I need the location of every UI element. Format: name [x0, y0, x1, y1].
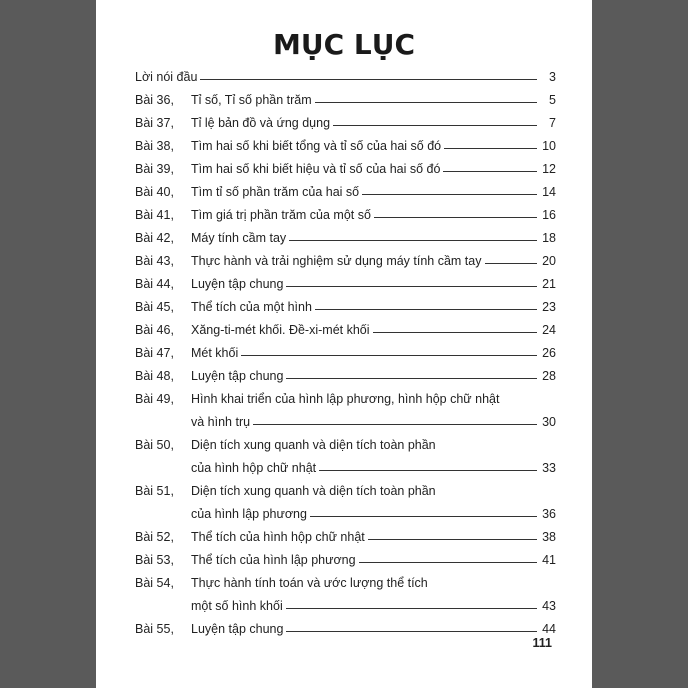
- lesson-number: Bài 40,: [135, 185, 174, 199]
- entry-page-number: 7: [549, 116, 556, 130]
- entry-page-number: 16: [542, 208, 556, 222]
- lesson-title: Thể tích của một hình: [191, 300, 312, 314]
- toc-entry: [135, 273, 556, 296]
- lesson-title: Tỉ lệ bản đồ và ứng dụng: [191, 116, 331, 130]
- leader-line: [286, 285, 537, 287]
- lesson-title: Thể tích của hình lập phương: [191, 553, 356, 567]
- entry-page-number: 23: [542, 300, 556, 314]
- lesson-number: Bài 47,: [135, 346, 174, 360]
- lesson-title: Luyện tập chung: [191, 622, 284, 636]
- entry-page-number: 12: [542, 162, 556, 176]
- lesson-title: và hình trụ: [191, 415, 251, 429]
- leader-line: [315, 101, 537, 103]
- toc-entry: [135, 296, 556, 319]
- lesson-title: của hình hộp chữ nhật: [191, 461, 317, 475]
- leader-line: [443, 170, 537, 172]
- page-title: MỤC LỤC: [272, 28, 416, 61]
- lesson-title-line: Diện tích xung quanh và diện tích toàn phần: [191, 438, 436, 452]
- leader-line: [362, 193, 537, 195]
- toc-entry: [135, 434, 556, 480]
- intro-label: Lời nói đầu: [135, 70, 198, 84]
- lesson-title: Mét khối: [191, 346, 239, 360]
- lesson-title: Máy tính cầm tay: [191, 231, 287, 245]
- toc-entry: [135, 112, 556, 135]
- leader-line: [374, 216, 537, 218]
- entry-page-number: 30: [542, 415, 556, 429]
- page-number: 111: [532, 636, 552, 650]
- entry-page-number: 26: [542, 346, 556, 360]
- leader-line: [368, 538, 537, 540]
- leader-line: [333, 124, 537, 126]
- leader-line: [286, 377, 537, 379]
- toc-entry: [135, 158, 556, 181]
- entry-page-number: 33: [542, 461, 556, 475]
- lesson-title: Tìm tỉ số phần trăm của hai số: [191, 185, 360, 199]
- entry-page-number: 10: [542, 139, 556, 153]
- leader-line: [485, 262, 538, 264]
- leader-line: [373, 331, 537, 333]
- lesson-title: Tìm hai số khi biết tổng và tỉ số của hai số đó: [191, 139, 442, 153]
- toc-entry: [135, 89, 556, 112]
- lesson-title-line: Diện tích xung quanh và diện tích toàn phần: [191, 484, 436, 498]
- leader-line: [286, 607, 537, 609]
- left-background: [0, 0, 96, 688]
- lesson-number: Bài 52,: [135, 530, 174, 544]
- entry-page-number: 28: [542, 369, 556, 383]
- leader-line: [359, 561, 537, 563]
- entry-page-number: 14: [542, 185, 556, 199]
- lesson-number: Bài 39,: [135, 162, 174, 176]
- leader-line: [319, 469, 537, 471]
- lesson-title: Luyện tập chung: [191, 277, 284, 291]
- toc-entry: [135, 250, 556, 273]
- lesson-number: Bài 38,: [135, 139, 174, 153]
- lesson-number: Bài 50,: [135, 438, 174, 452]
- leader-line: [241, 354, 537, 356]
- entry-page-number: 3: [549, 70, 556, 84]
- leader-line: [253, 423, 537, 425]
- toc-entry: [135, 66, 556, 89]
- entry-page-number: 44: [542, 622, 556, 636]
- lesson-number: Bài 46,: [135, 323, 174, 337]
- lesson-title: Xăng-ti-mét khối. Đề-xi-mét khối: [191, 323, 370, 337]
- toc-entry: [135, 135, 556, 158]
- entry-page-number: 43: [542, 599, 556, 613]
- leader-line: [200, 78, 537, 80]
- entry-page-number: 21: [542, 277, 556, 291]
- leader-line: [444, 147, 537, 149]
- lesson-title: Tìm hai số khi biết hiệu và tỉ số của hai số đó: [191, 162, 441, 176]
- toc-entry: [135, 618, 556, 641]
- lesson-number: Bài 49,: [135, 392, 174, 406]
- lesson-number: Bài 36,: [135, 93, 174, 107]
- toc-entry: [135, 204, 556, 227]
- lesson-number: Bài 45,: [135, 300, 174, 314]
- leader-line: [286, 630, 537, 632]
- lesson-number: Bài 55,: [135, 622, 174, 636]
- lesson-title: Luyện tập chung: [191, 369, 284, 383]
- leader-line: [310, 515, 537, 517]
- lesson-title-line: Thực hành tính toán và ước lượng thể tích: [191, 576, 428, 590]
- lesson-number: Bài 53,: [135, 553, 174, 567]
- leader-line: [315, 308, 537, 310]
- toc-entry: [135, 572, 556, 618]
- table-of-contents: [135, 66, 556, 641]
- entry-page-number: 20: [542, 254, 556, 268]
- lesson-number: Bài 43,: [135, 254, 174, 268]
- lesson-number: Bài 54,: [135, 576, 174, 590]
- lesson-title: Thực hành và trải nghiệm sử dụng máy tính cầm tay: [191, 254, 482, 268]
- toc-entry: [135, 227, 556, 250]
- entry-page-number: 41: [542, 553, 556, 567]
- lesson-number: Bài 44,: [135, 277, 174, 291]
- lesson-number: Bài 51,: [135, 484, 174, 498]
- toc-entry: [135, 181, 556, 204]
- entry-page-number: 24: [542, 323, 556, 337]
- toc-entry: [135, 549, 556, 572]
- lesson-title: Thể tích của hình hộp chữ nhật: [191, 530, 365, 544]
- right-background: [592, 0, 688, 688]
- lesson-title-line: Hình khai triển của hình lập phương, hình hộp chữ nhật: [191, 392, 500, 406]
- lesson-title: Tìm giá trị phần trăm của một số: [191, 208, 371, 222]
- lesson-title: một số hình khối: [191, 599, 283, 613]
- toc-entry: [135, 388, 556, 434]
- entry-page-number: 18: [542, 231, 556, 245]
- lesson-number: Bài 37,: [135, 116, 174, 130]
- toc-entry: [135, 365, 556, 388]
- entry-page-number: 38: [542, 530, 556, 544]
- lesson-number: Bài 41,: [135, 208, 174, 222]
- lesson-number: Bài 48,: [135, 369, 174, 383]
- entry-page-number: 5: [549, 93, 556, 107]
- lesson-title: của hình lập phương: [191, 507, 307, 521]
- entry-page-number: 36: [542, 507, 556, 521]
- book-page: [96, 0, 592, 688]
- toc-entry: [135, 526, 556, 549]
- toc-entry: [135, 319, 556, 342]
- toc-entry: [135, 480, 556, 526]
- lesson-title: Tỉ số, Tỉ số phần trăm: [191, 93, 312, 107]
- leader-line: [289, 239, 537, 241]
- lesson-number: Bài 42,: [135, 231, 174, 245]
- toc-entry: [135, 342, 556, 365]
